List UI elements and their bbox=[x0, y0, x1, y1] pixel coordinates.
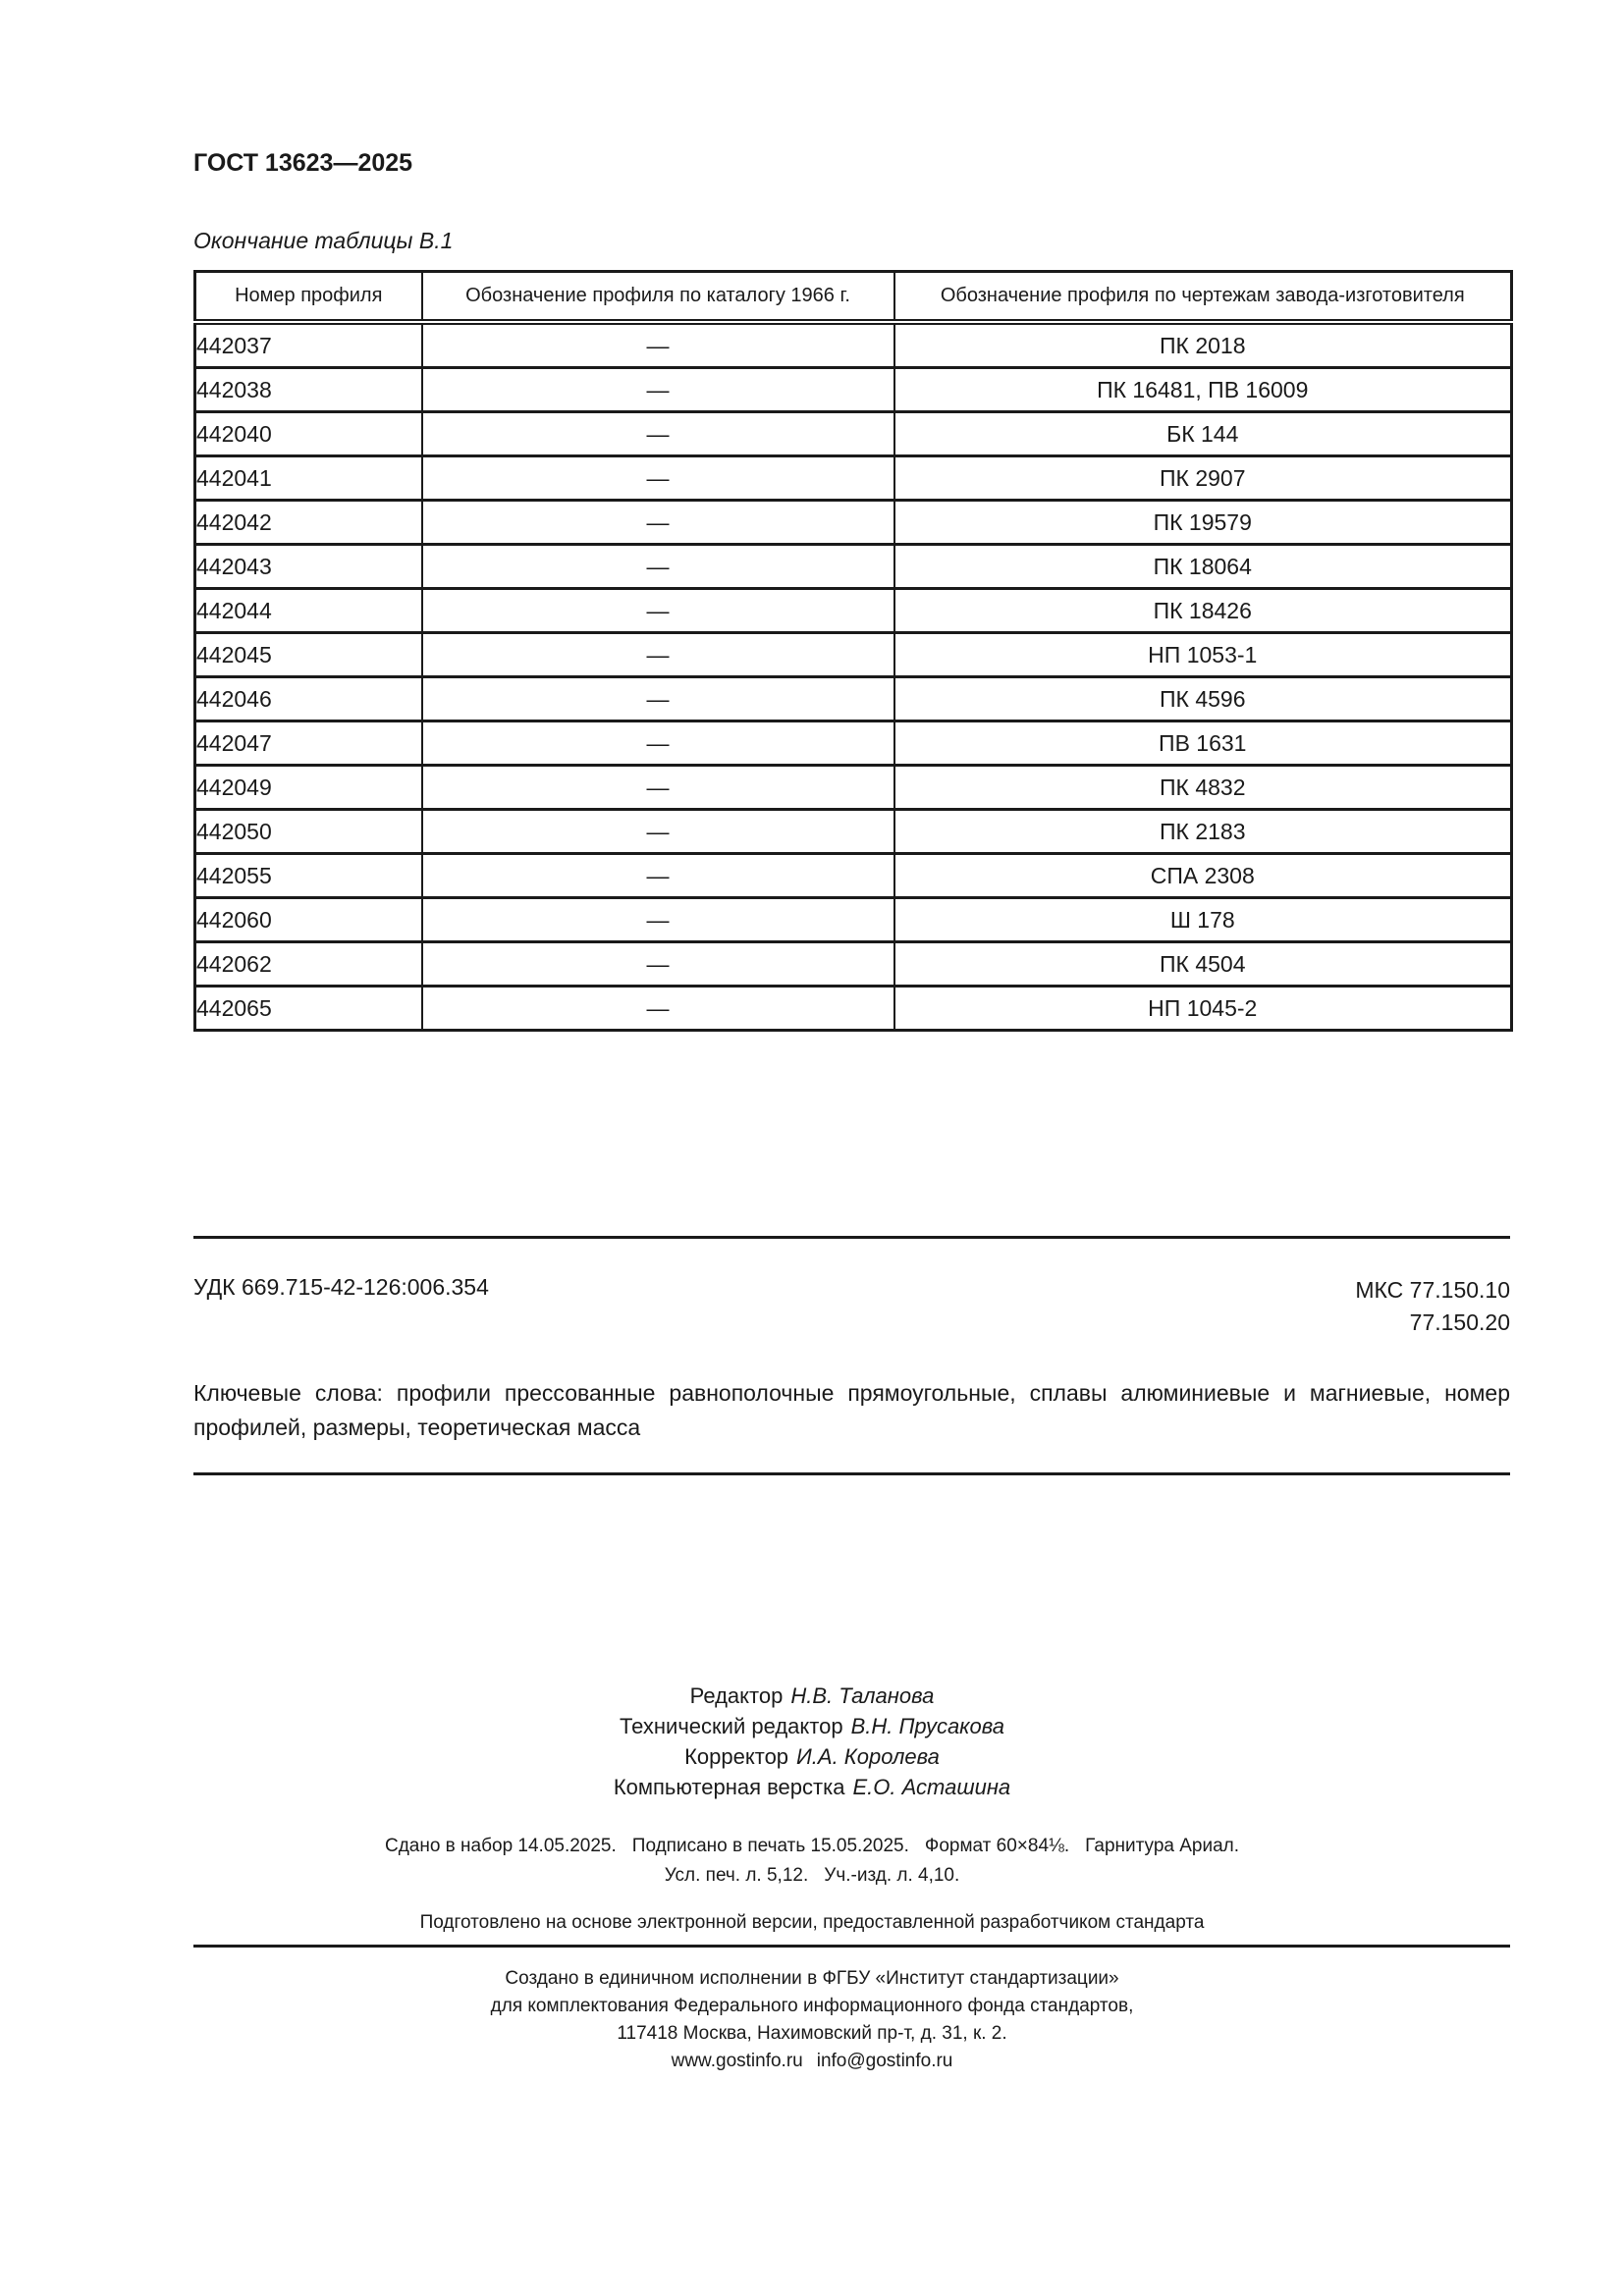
profile-number-cell: 442049 bbox=[195, 766, 422, 810]
catalog-1966-cell: — bbox=[422, 677, 894, 721]
profile-number-cell: 442041 bbox=[195, 456, 422, 501]
manufacturer-designation-cell: БК 144 bbox=[894, 412, 1512, 456]
profile-number-cell: 442055 bbox=[195, 854, 422, 898]
profile-number-cell: 442037 bbox=[195, 322, 422, 368]
print-info-line1 bbox=[0, 1832, 1624, 1861]
profile-number-cell: 442046 bbox=[195, 677, 422, 721]
profile-number-cell: 442040 bbox=[195, 412, 422, 456]
keywords: Ключевые слова: профили прессованные равнополочные прямоугольные, сплавы алюминиевые и магниевые, номер профилей, размеры, теоретическая масса bbox=[193, 1380, 1510, 1440]
table-row bbox=[195, 898, 1512, 942]
mks-code-2: 77.150.20 bbox=[1409, 1309, 1510, 1335]
profile-number-cell: 442042 bbox=[195, 501, 422, 545]
credit-role: Редактор bbox=[689, 1683, 784, 1708]
profile-number-cell: 442060 bbox=[195, 898, 422, 942]
manufacturer-designation-cell: НП 1045-2 bbox=[894, 987, 1512, 1031]
table-row bbox=[195, 501, 1512, 545]
profile-number-cell: 442044 bbox=[195, 589, 422, 633]
table-row bbox=[195, 721, 1512, 766]
catalog-1966-cell: — bbox=[422, 942, 894, 987]
profile-number-cell: 442038 bbox=[195, 368, 422, 412]
table-row bbox=[195, 942, 1512, 987]
table-row bbox=[195, 810, 1512, 854]
credit-role: Компьютерная верстка bbox=[613, 1775, 845, 1799]
manufacturer-designation-cell: ПВ 1631 bbox=[894, 721, 1512, 766]
publisher-line-1: Создано в единичном исполнении в ФГБУ «Институт стандартизации» bbox=[505, 1968, 1119, 1989]
email-link[interactable]: info@gostinfo.ru bbox=[816, 2051, 953, 2071]
table-row bbox=[195, 412, 1512, 456]
catalog-1966-cell: — bbox=[422, 721, 894, 766]
manufacturer-designation-cell: ПК 2018 bbox=[894, 322, 1512, 368]
manufacturer-designation-cell: ПК 18064 bbox=[894, 545, 1512, 589]
mks-code-1: МКС 77.150.10 bbox=[1355, 1277, 1510, 1303]
catalog-1966-cell: — bbox=[422, 987, 894, 1031]
manufacturer-designation-cell: ПК 18426 bbox=[894, 589, 1512, 633]
column-header-catalog-1966: Обозначение профиля по каталогу 1966 г. bbox=[422, 272, 894, 323]
credit-role: Технический редактор bbox=[619, 1714, 843, 1738]
credit-tech-editor bbox=[0, 1711, 1624, 1741]
print-sheets: Усл. печ. л. 5,12. bbox=[664, 1865, 809, 1886]
catalog-1966-cell: — bbox=[422, 368, 894, 412]
table-row bbox=[195, 456, 1512, 501]
table-row bbox=[195, 854, 1512, 898]
column-header-number: Номер профиля bbox=[195, 272, 422, 323]
table-row bbox=[195, 677, 1512, 721]
signed-date: Подписано в печать 15.05.2025. bbox=[631, 1836, 909, 1856]
table-caption: Окончание таблицы В.1 bbox=[193, 228, 454, 253]
catalog-1966-cell: — bbox=[422, 898, 894, 942]
divider-rule bbox=[193, 1236, 1510, 1239]
credits-block bbox=[0, 1681, 1624, 1802]
credit-editor bbox=[0, 1681, 1624, 1711]
manufacturer-designation-cell: ПК 2907 bbox=[894, 456, 1512, 501]
table-row bbox=[195, 589, 1512, 633]
publisher-block bbox=[0, 1965, 1624, 2075]
website-link[interactable]: www.gostinfo.ru bbox=[671, 2051, 803, 2071]
profile-number-cell: 442050 bbox=[195, 810, 422, 854]
manufacturer-designation-cell: ПК 4504 bbox=[894, 942, 1512, 987]
profile-number-cell: 442047 bbox=[195, 721, 422, 766]
credit-proofreader bbox=[0, 1741, 1624, 1772]
column-header-manufacturer: Обозначение профиля по чертежам завода-изготовителя bbox=[894, 272, 1512, 323]
profile-number-cell: 442065 bbox=[195, 987, 422, 1031]
manufacturer-designation-cell: ПК 4832 bbox=[894, 766, 1512, 810]
table-row bbox=[195, 368, 1512, 412]
profile-number-cell: 442045 bbox=[195, 633, 422, 677]
credit-name: Н.В. Таланова bbox=[790, 1683, 935, 1708]
table-row bbox=[195, 322, 1512, 368]
publisher-contacts bbox=[0, 2048, 1624, 2075]
catalog-1966-cell: — bbox=[422, 766, 894, 810]
table-header-row bbox=[195, 272, 1512, 323]
submitted-date: Сдано в набор 14.05.2025. bbox=[384, 1836, 617, 1856]
divider-rule bbox=[193, 1472, 1510, 1475]
manufacturer-designation-cell: ПК 2183 bbox=[894, 810, 1512, 854]
print-info-line2 bbox=[0, 1861, 1624, 1891]
table-row bbox=[195, 766, 1512, 810]
publisher-address: 117418 Москва, Нахимовский пр-т, д. 31, к. 2. bbox=[617, 2023, 1007, 2044]
catalog-1966-cell: — bbox=[422, 589, 894, 633]
catalog-1966-cell: — bbox=[422, 633, 894, 677]
credit-name: И.А. Королева bbox=[796, 1744, 940, 1769]
prepared-note: Подготовлено на основе электронной версии, предоставленной разработчиком стандарта bbox=[419, 1912, 1205, 1933]
profile-number-cell: 442062 bbox=[195, 942, 422, 987]
table-row bbox=[195, 633, 1512, 677]
catalog-1966-cell: — bbox=[422, 501, 894, 545]
manufacturer-designation-cell: НП 1053-1 bbox=[894, 633, 1512, 677]
profiles-table bbox=[193, 270, 1513, 1032]
publisher-sheets: Уч.-изд. л. 4,10. bbox=[824, 1865, 960, 1886]
paper-format: Формат 60×84⅛. bbox=[924, 1836, 1070, 1856]
manufacturer-designation-cell: СПА 2308 bbox=[894, 854, 1512, 898]
catalog-1966-cell: — bbox=[422, 456, 894, 501]
manufacturer-designation-cell: Ш 178 bbox=[894, 898, 1512, 942]
divider-rule bbox=[193, 1945, 1510, 1948]
profile-number-cell: 442043 bbox=[195, 545, 422, 589]
catalog-1966-cell: — bbox=[422, 854, 894, 898]
credit-role: Корректор bbox=[684, 1744, 789, 1769]
manufacturer-designation-cell: ПК 19579 bbox=[894, 501, 1512, 545]
credit-name: Е.О. Асташина bbox=[852, 1775, 1011, 1799]
print-info bbox=[0, 1832, 1624, 1891]
catalog-1966-cell: — bbox=[422, 810, 894, 854]
manufacturer-designation-cell: ПК 4596 bbox=[894, 677, 1512, 721]
credit-name: В.Н. Прусакова bbox=[850, 1714, 1005, 1738]
catalog-1966-cell: — bbox=[422, 412, 894, 456]
table-row bbox=[195, 545, 1512, 589]
catalog-1966-cell: — bbox=[422, 322, 894, 368]
mks-codes bbox=[1355, 1274, 1510, 1339]
manufacturer-designation-cell: ПК 16481, ПВ 16009 bbox=[894, 368, 1512, 412]
publisher-line-2: для комплектования Федерального информационного фонда стандартов, bbox=[490, 1996, 1134, 2016]
credit-layout bbox=[0, 1772, 1624, 1802]
udk-code: УДК 669.715-42-126:006.354 bbox=[193, 1274, 489, 1300]
catalog-1966-cell: — bbox=[422, 545, 894, 589]
typeface: Гарнитура Ариал. bbox=[1085, 1836, 1240, 1856]
table-row bbox=[195, 987, 1512, 1031]
document-id: ГОСТ 13623—2025 bbox=[193, 149, 413, 177]
